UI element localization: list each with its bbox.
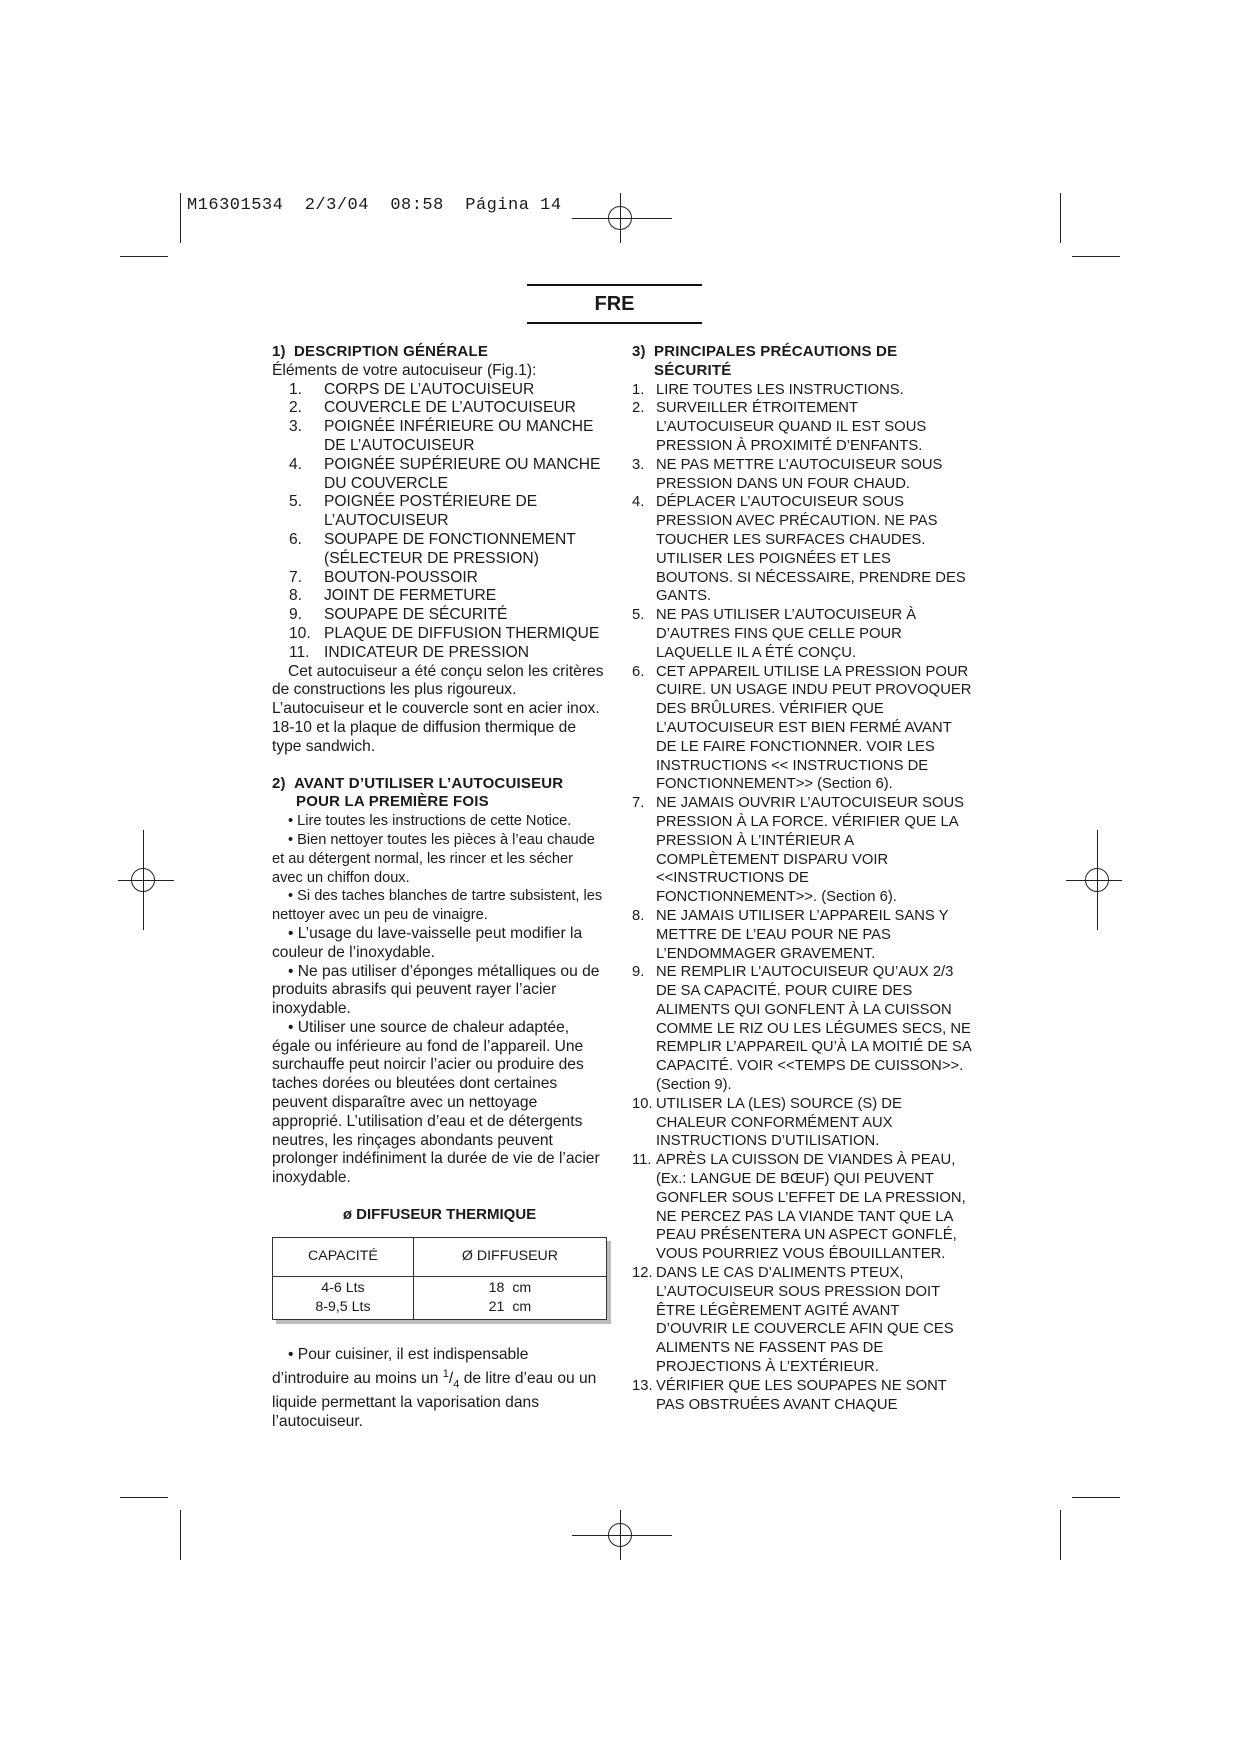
list-item: 1. LIRE TOUTES LES INSTRUCTIONS.: [632, 381, 904, 398]
table-cell-capacities: 4-6 Lts 8-9,5 Lts: [273, 1276, 414, 1319]
table-cell-diameters: 18 cm 21 cm: [413, 1276, 606, 1319]
bullet-paragraph: • Bien nettoyer toutes les pièces à l’eau chaude et au détergent normal, les rincer et les sécher avec un chiffon doux.: [272, 831, 595, 886]
bullet-paragraph: • Si des taches blanches de tartre subsistent, les nettoyer avec un peu de vinaigre.: [272, 888, 603, 924]
list-item: 1. CORPS DE L’AUTOCUISEUR: [289, 380, 535, 398]
list-item: 4. DÉPLACER L’AUTOCUISEUR SOUS PRESSION AVEC PRÉCAUTION. NE PAS TOUCHER LES SURFACES CHAUDES. UTILISER LES POIGNÉES ET LES BOUTONS. SI NÉCESSAIRE, PRENDRE DES GANTS.: [632, 494, 966, 605]
section-3-heading-line2: SÉCURITÉ: [654, 361, 732, 379]
list-item: 6. CET APPAREIL UTILISE LA PRESSION POUR CUIRE. UN USAGE INDU PEUT PROVOQUER DES BRÛLURES. VÉRIFIER QUE L’AUTOCUISEUR EST BIEN FERMÉ AVANT DE LE FAIRE FONCTIONNER. VOIR LES INSTRUCTIONS << INSTRUCTIONS DE FONCTIONNEMENT>> (Section 6).: [632, 663, 972, 793]
section-2-heading: 2) AVANT D’UTILISER L’AUTOCUISEUR: [272, 774, 564, 792]
list-item: 11. APRÈS LA CUISSON DE VIANDES À PEAU, (Ex.: LANGUE DE BŒUF) QUI PEUVENT GONFLER SOUS L’EFFET DE LA PRESSION, NE PERCEZ PAS LA VIANDE TANT QUE LA PEAU PRÉSENTERA UN ASPECT GONFLÉ, VOUS POURRIEZ VOUS ÉBOUILLANTER.: [632, 1152, 966, 1263]
section-1-intro: Éléments de votre autocuiseur (Fig.1):: [272, 361, 537, 379]
list-item: 8. JOINT DE FERMETURE: [289, 587, 497, 605]
table-row: [273, 1276, 607, 1319]
list-item: 11. INDICATEUR DE PRESSION: [289, 643, 530, 661]
list-item: 10. UTILISER LA (LES) SOURCE (S) DE CHALEUR CONFORMÉMENT AUX INSTRUCTIONS D’UTILISATION.: [632, 1095, 902, 1150]
list-item: 5. NE PAS UTILISER L’AUTOCUISEUR À D’AUTRES FINS QUE CELLE POUR LAQUELLE IL A ÉTÉ CONÇU.: [632, 607, 917, 661]
list-item: 3. NE PAS METTRE L’AUTOCUISEUR SOUS PRESSION DANS UN FOUR CHAUD.: [632, 456, 943, 492]
list-item: 6. SOUPAPE DE FONCTIONNEMENT (SÉLECTEUR DE PRESSION): [289, 530, 576, 567]
list-item: 2. COUVERCLE DE L’AUTOCUISEUR: [289, 399, 576, 417]
parts-list: [272, 381, 607, 663]
list-item: 8. NE JAMAIS UTILISER L’APPAREIL SANS Y METTRE DE L’EAU POUR NE PAS L’ENDOMMAGER GRAVEMENT.: [632, 907, 949, 962]
list-item: 7. NE JAMAIS OUVRIR L’AUTOCUISEUR SOUS PRESSION À LA FORCE. VÉRIFIER QUE LA PRESSION À L’INTÉRIEUR A COMPLÈTEMENT DISPARU VOIR <<INSTRUCTIONS DE FONCTIONNEMENT>>. (Section 6).: [632, 795, 965, 906]
list-item: 5. POIGNÉE POSTÉRIEURE DE L’AUTOCUISEUR: [289, 493, 538, 530]
section-2-heading-line2: POUR LA PREMIÈRE FOIS: [296, 793, 489, 811]
section-3-heading: 3) PRINCIPALES PRÉCAUTIONS DE: [632, 343, 898, 360]
list-item: 2. SURVEILLER ÉTROITEMENT L’AUTOCUISEUR QUAND IL EST SOUS PRESSION À PROXIMITÉ D’ENFANTS.: [632, 400, 927, 454]
list-item: 13. VÉRIFIER QUE LES SOUPAPES NE SONT PAS OBSTRUÉES AVANT CHAQUE: [632, 1377, 947, 1413]
list-item: 4. POIGNÉE SUPÉRIEURE OU MANCHE DU COUVERCLE: [289, 455, 601, 492]
section-1-closing: Cet autocuiseur a été conçu selon les critères de constructions les plus rigoureux. L’autocuiseur et le couvercle sont en acier inox. 18-10 et la plaque de diffusion thermique de type sandwich.: [272, 662, 604, 755]
final-paragraph: • Pour cuisiner, il est indispensable d’introduire au moins un $^1/_4$ de litre d’eau ou un liquide permettant la vaporisation dans l’autocuiseur.: [272, 1345, 597, 1430]
bullet-paragraph: • L’usage du lave-vaisselle peut modifier la couleur de l’inoxydable.: [272, 924, 583, 961]
bullet-paragraph: • Ne pas utiliser d’éponges métalliques ou de produits abrasifs qui peuvent rayer l’acier inoxydable.: [272, 962, 600, 1018]
list-item: 7. BOUTON-POUSSOIR: [289, 568, 478, 586]
right-column: [632, 343, 972, 1414]
list-item: 12. DANS LE CAS D’ALIMENTS PTEUX, L’AUTOCUISEUR SOUS PRESSION DOIT ÊTRE LÉGÈREMENT AGITÉ AVANT D’OUVRIR LE COUVERCLE AFIN QUE CES ALIMENTS NE FASSENT PAS DE PROJECTIONS À L’EXTÉRIEUR.: [632, 1265, 954, 1376]
left-column: [272, 343, 607, 1431]
diffuser-table: [272, 1237, 607, 1320]
list-item: 3. POIGNÉE INFÉRIEURE OU MANCHE DE L’AUTOCUISEUR: [289, 418, 594, 454]
safety-list: [632, 381, 972, 1415]
bullet-paragraph: • Lire toutes les instructions de cette Notice.: [288, 813, 572, 830]
language-tag: FRE: [527, 284, 702, 324]
print-slug: M16301534 2/3/04 08:58 Página 14: [187, 196, 562, 215]
table-header-capacity: CAPACITÉ: [273, 1237, 414, 1276]
table-header-diameter: Ø DIFFUSEUR: [413, 1237, 606, 1276]
section-1-heading: 1) DESCRIPTION GÉNÉRALE: [272, 343, 489, 360]
diffuser-table-title: ø DIFFUSEUR THERMIQUE: [342, 1206, 537, 1224]
list-item: 9. SOUPAPE DE SÉCURITÉ: [289, 606, 508, 624]
list-item: 10. PLAQUE DE DIFFUSION THERMIQUE: [289, 624, 600, 642]
list-item: 9. NE REMPLIR L’AUTOCUISEUR QU’AUX 2/3 DE SA CAPACITÉ. POUR CUIRE DES ALIMENTS QUI GONFLENT À LA CUISSON COMME LE RIZ OU LES LÉGUMES SECS, NE REMPLIR L’APPAREIL QU’À LA MOITIÉ DE SA CAPACITÉ. VOIR <<TEMPS DE CUISSON>>. (Section 9).: [632, 964, 971, 1094]
bullet-paragraph: • Utiliser une source de chaleur adaptée, égale ou inférieure au fond de l’appareil. Une surchauffe peut noircir l’acier ou produire des taches dorées ou bleutées dont certaines peuvent disparaître avec un nettoyage approprié. L’utilisation d’eau et de détergents neutres, les rinçages abondants peuvent prolonger indéfiniment la durée de vie de l’acier inoxydable.: [272, 1018, 600, 1187]
